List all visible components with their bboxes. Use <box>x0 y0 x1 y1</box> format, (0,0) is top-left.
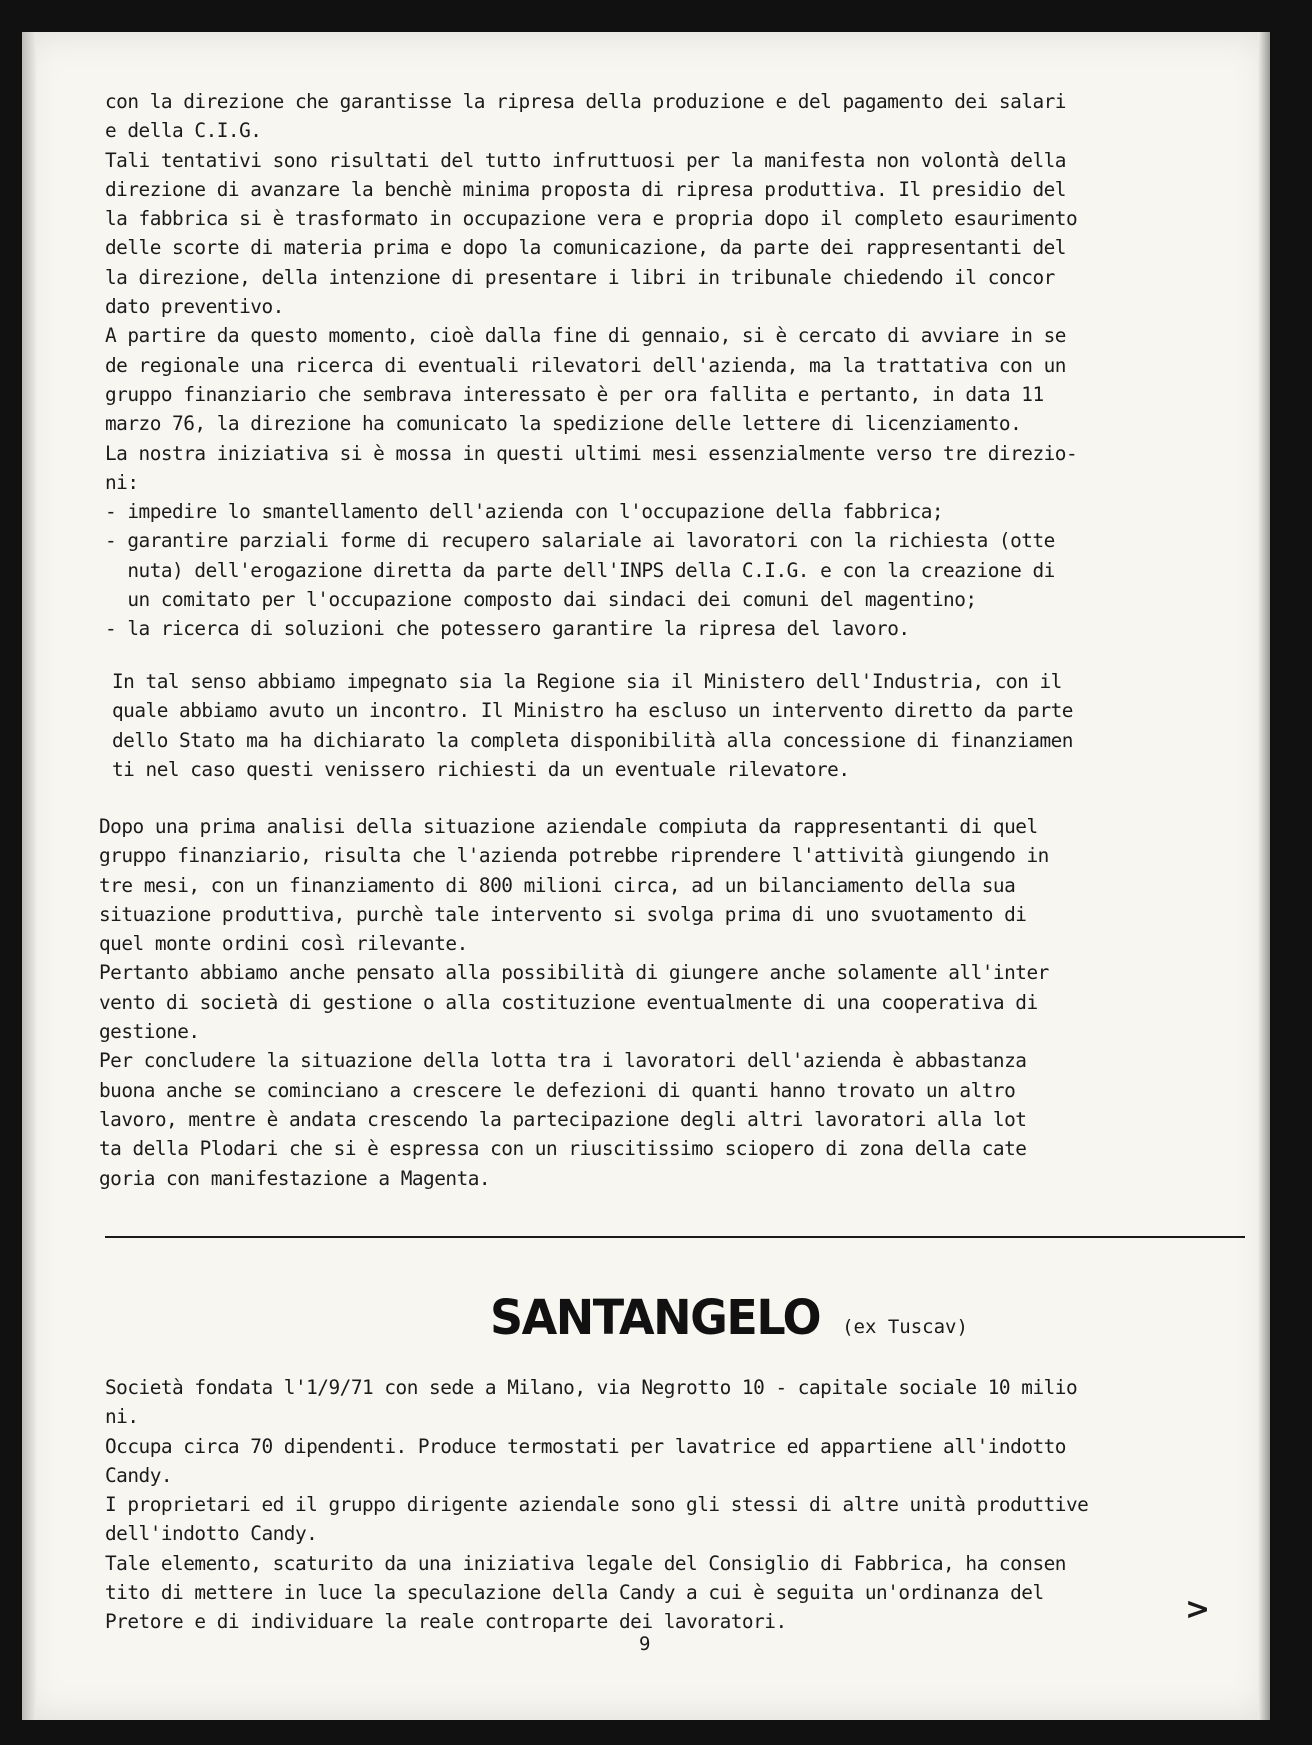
text-line: gruppo finanziario che sembrava interessato è per ora fallita e pertanto, in data 11 <box>105 382 1044 406</box>
text-line: ni: <box>105 470 139 494</box>
heading-title: SANTANGELO <box>490 1288 821 1346</box>
text-line: ti nel caso questi venissero richiesti da un eventuale rilevatore. <box>112 757 850 781</box>
text-line: la direzione, della intenzione di presentare i libri in tribunale chiedendo il concor <box>105 265 1055 289</box>
text-line: direzione di avanzare la benchè minima proposta di ripresa produttiva. Il presidio del <box>105 177 1066 201</box>
text-line: Tale elemento, scaturito da una iniziativa legale del Consiglio di Fabbrica, ha consen <box>105 1551 1066 1575</box>
text-line: Occupa circa 70 dipendenti. Produce termostati per lavatrice ed appartiene all'indotto <box>105 1434 1066 1458</box>
text-line: Tali tentativi sono risultati del tutto infruttuosi per la manifesta non volontà della <box>105 148 1066 172</box>
text-line: e della C.I.G. <box>105 119 262 143</box>
section-heading <box>490 1290 968 1344</box>
text-line: Candy. <box>105 1463 173 1487</box>
text-line: - impedire lo smantellamento dell'azienda con l'occupazione della fabbrica; <box>105 500 944 524</box>
text-line: dello Stato ma ha dichiarato la completa disponibilità alla concessione di finanziamen <box>112 728 1073 752</box>
section-divider <box>105 1236 1245 1238</box>
text-line: tre mesi, con un finanziamento di 800 milioni circa, ad un bilanciamento della sua <box>99 873 1016 897</box>
text-line: marzo 76, la direzione ha comunicato la spedizione delle lettere di licenziamento. <box>105 412 1022 436</box>
text-line: buona anche se cominciano a crescere le defezioni di quanti hanno trovato un altro <box>99 1078 1016 1102</box>
text-line: Pertanto abbiamo anche pensato alla possibilità di giungere anche solamente all'inter <box>99 961 1049 985</box>
paragraph-block-3 <box>99 812 1049 1193</box>
paragraph-block-1 <box>105 87 1077 644</box>
text-line: Per concludere la situazione della lotta tra i lavoratori dell'azienda è abbastanza <box>99 1049 1027 1073</box>
text-line: - la ricerca di soluzioni che potessero garantire la ripresa del lavoro. <box>105 617 910 641</box>
text-line: nuta) dell'erogazione diretta da parte dell'INPS della C.I.G. e con la creazione di <box>105 558 1055 582</box>
text-line: ni. <box>105 1405 139 1429</box>
page-binding-edge <box>22 32 36 1720</box>
text-line: tito di mettere in luce la speculazione della Candy a cui è seguita un'ordinanza del <box>105 1581 1044 1605</box>
text-line: dato preventivo. <box>105 295 284 319</box>
text-line: gruppo finanziario, risulta che l'azienda potrebbe riprendere l'attività giungendo in <box>99 844 1049 868</box>
paragraph-block-2 <box>112 667 1073 784</box>
heading-subtitle: (ex Tuscav) <box>842 1316 968 1338</box>
text-line: La nostra iniziativa si è mossa in questi ultimi mesi essenzialmente verso tre direzio- <box>105 441 1078 465</box>
text-line: un comitato per l'occupazione composto dai sindaci dei comuni del magentino; <box>105 588 977 612</box>
text-line: situazione produttiva, purchè tale intervento si svolga prima di uno svuotamento di <box>99 902 1027 926</box>
text-line: Dopo una prima analisi della situazione aziendale compiuta da rappresentanti di quel <box>99 815 1038 838</box>
paragraph-block-4 <box>105 1373 1088 1637</box>
text-line: ta della Plodari che si è espressa con un riuscitissimo sciopero di zona della cate <box>99 1137 1027 1161</box>
text-line: quale abbiamo avuto un incontro. Il Ministro ha escluso un intervento diretto da parte <box>112 699 1073 723</box>
text-line: gestione. <box>99 1020 200 1044</box>
text-line: de regionale una ricerca di eventuali rilevatori dell'azienda, ma la trattativa con un <box>105 353 1066 377</box>
text-line: goria con manifestazione a Magenta. <box>99 1166 491 1190</box>
text-line: Pretore e di individuare la reale controparte dei lavoratori. <box>105 1610 787 1634</box>
document-page <box>22 32 1270 1720</box>
page-number: 9 <box>639 1633 651 1655</box>
text-line: con la direzione che garantisse la ripresa della produzione e del pagamento dei salari <box>105 90 1066 113</box>
text-line: lavoro, mentre è andata crescendo la partecipazione degli altri lavoratori alla lot <box>99 1107 1027 1131</box>
text-line: In tal senso abbiamo impegnato sia la Regione sia il Ministero dell'Industria, con il <box>112 670 1062 693</box>
text-line: A partire da questo momento, cioè dalla fine di gennaio, si è cercato di avviare in se <box>105 324 1066 348</box>
text-line: dell'indotto Candy. <box>105 1522 318 1546</box>
text-line: - garantire parziali forme di recupero salariale ai lavoratori con la richiesta (otte <box>105 529 1055 553</box>
text-line: Società fondata l'1/9/71 con sede a Milano, via Negrotto 10 - capitale sociale 10 milio <box>105 1376 1078 1399</box>
text-line: delle scorte di materia prima e dopo la comunicazione, da parte dei rappresentanti del <box>105 236 1066 260</box>
page-right-edge <box>1258 32 1270 1720</box>
text-line: I proprietari ed il gruppo dirigente aziendale sono gli stessi di altre unità produttive <box>105 1493 1089 1517</box>
text-line: quel monte ordini così rilevante. <box>99 932 468 956</box>
continue-arrow-icon: > <box>1185 1592 1211 1627</box>
text-line: vento di società di gestione o alla costituzione eventualmente di una cooperativa di <box>99 990 1038 1014</box>
text-line: la fabbrica si è trasformato in occupazione vera e propria dopo il completo esaurimento <box>105 207 1078 231</box>
